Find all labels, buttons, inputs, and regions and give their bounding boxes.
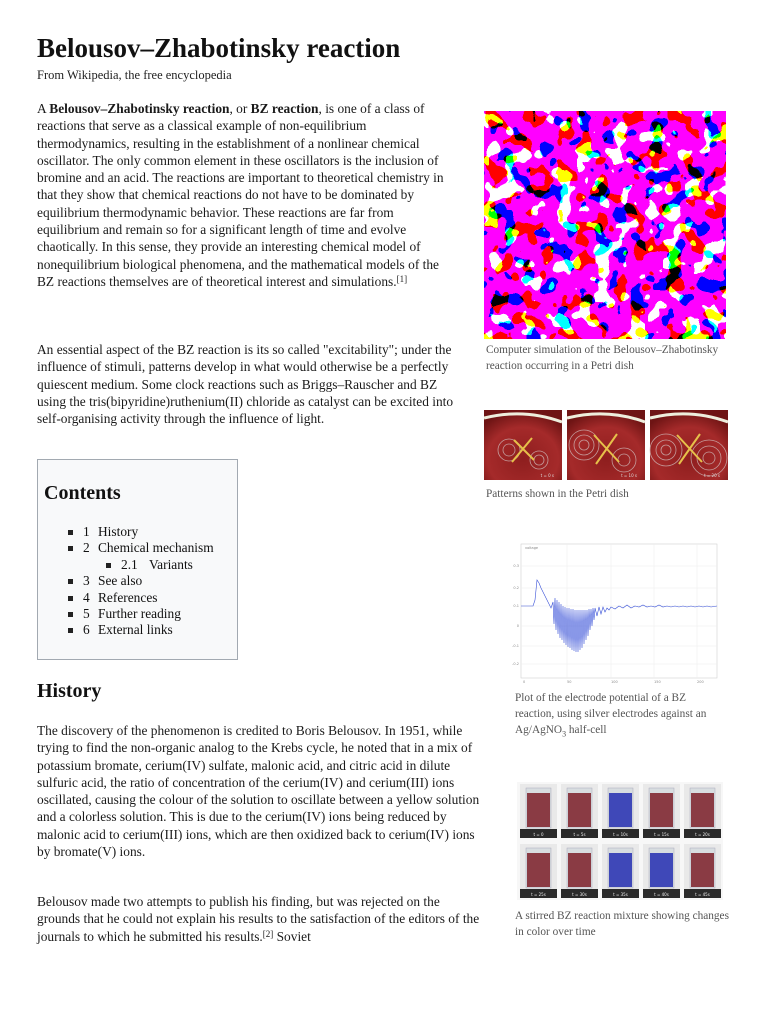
petri-label-1: t = 0 s	[540, 473, 554, 478]
plot-x-tick: 100	[611, 680, 618, 684]
citation-1-link[interactable]: [1]	[396, 273, 408, 284]
beaker-time-label: t = 25s	[531, 892, 546, 897]
electrode-potential-plot[interactable]	[511, 540, 727, 685]
beaker-liquid	[527, 793, 550, 827]
plot-x-tick: 0	[523, 680, 526, 684]
plot-x-tick: 200	[697, 680, 704, 684]
section-heading-history: History	[37, 680, 102, 702]
beaker-time-label: t = 15s	[654, 832, 669, 837]
plot-caption-text: Plot of the electrode potential of a BZ reaction, using silver electrodes against an Ag/AgNO	[515, 692, 707, 736]
beaker-svg	[517, 782, 723, 900]
term-bz-reaction: BZ reaction	[250, 101, 319, 116]
beaker-time-label: t = 0	[533, 832, 544, 837]
intro-paragraph-1	[37, 100, 457, 290]
beaker-liquid	[650, 853, 673, 887]
petri-dish-3	[650, 410, 728, 480]
beaker-caption: A stirred BZ reaction mixture showing changes in color over time	[515, 910, 729, 938]
beaker-row-1	[520, 784, 721, 838]
beaker-liquid	[568, 793, 591, 827]
beaker-liquid	[568, 853, 591, 887]
beaker-liquid	[650, 793, 673, 827]
beaker-time-label: t = 35s	[613, 892, 628, 897]
petri-dish-2	[567, 410, 645, 480]
beaker-liquid	[691, 853, 714, 887]
plot-caption	[515, 690, 727, 742]
beaker-time-label: t = 10s	[613, 832, 628, 837]
term-bz-reaction-full: Belousov–Zhabotinsky reaction	[49, 101, 230, 116]
plot-x-tick: 50	[567, 680, 572, 684]
petri-label-2: t = 10 s	[621, 473, 637, 478]
beaker-time-label: t = 45s	[695, 892, 710, 897]
petri-label-3: t = 20 s	[704, 473, 720, 478]
beaker-time-label: t = 30s	[572, 892, 587, 897]
simulation-pattern	[484, 111, 726, 339]
plot-x-tick: 150	[654, 680, 661, 684]
plot-svg	[511, 540, 727, 685]
citation-2-link[interactable]: [2]	[262, 928, 274, 939]
plot-y-tick: -0.2	[512, 662, 519, 666]
toc-title: Contents	[44, 482, 121, 504]
intro-text: , is one of a class of reactions that serve as a classical example of non-equilibrium thermodynamics, resulting in the establishment of a nonlinear chemical oscillator. The only common element in these oscillators is the inclusion of bromine and an acid. The reactions are important to theoretical chemistry in that they show that chemical reactions do not have to be dominated by equilibrium thermodynamic behavior. These reactions are far from equilibrium and remain so for a significant length of time and evolve chaotically. In this sense, they provide an interesting chemical model of nonequilibrium biological phenomena, and the mathematical models of the BZ reactions themselves are of theoretical interest and simulations.	[37, 101, 444, 289]
intro-text: A	[37, 101, 50, 116]
petri-dish-1	[484, 410, 562, 480]
petri-caption: Patterns shown in the Petri dish	[486, 488, 629, 500]
beaker-row-2	[520, 844, 721, 898]
simulation-image[interactable]	[484, 111, 726, 339]
beaker-time-label: t = 20s	[695, 832, 710, 837]
plot-y-tick: 0.1	[513, 604, 519, 608]
history-paragraph-1	[37, 722, 485, 860]
table-of-contents: Contents 1 History 2 Chemical mechanism 2.1 Variants 3 See also 4 References 5 Further reading 6 External links	[37, 459, 238, 660]
intro-paragraph-2-text: An essential aspect of the BZ reaction is its so called "excitability"; under the influence of stimuli, patterns develop in what would otherwise be a perfectly quiescent medium. Some clock reactions such as Briggs–Rauscher and BZ using the tris(bipyridine)ruthenium(II) chloride as catalyst can be excited into self-organising activity through the influence of light.	[37, 342, 454, 427]
beaker-liquid	[527, 853, 550, 887]
plot-legend: voltage	[525, 546, 539, 550]
plot-caption-subscript: 3	[562, 729, 567, 739]
beaker-time-label: t = 5s	[573, 832, 586, 837]
history-paragraph-2-text: Belousov made two attempts to publish his finding, but was rejected on the grounds that he could not explain his results to the satisfaction of the editors of the journals to which he submitted his results.	[37, 894, 480, 944]
intro-paragraph-2	[37, 341, 460, 427]
beaker-time-label: t = 40s	[654, 892, 669, 897]
beaker-liquid	[609, 793, 632, 827]
plot-y-tick: 0.3	[513, 564, 519, 568]
history-paragraph-2	[37, 893, 485, 945]
plot-y-tick: 0	[516, 624, 519, 628]
page-subtitle: From Wikipedia, the free encyclopedia	[37, 68, 232, 82]
plot-caption-text-tail: half-cell	[566, 724, 607, 736]
plot-y-tick: -0.1	[512, 644, 519, 648]
beaker-color-sequence[interactable]	[517, 782, 723, 900]
history-paragraph-1-text: The discovery of the phenomenon is credited to Boris Belousov. In 1951, while trying to find the non-organic analog to the Krebs cycle, he noted that in a mix of potassium bromate, cerium(IV) sulfate, malonic acid, and citric acid in dilute sulfuric acid, the ratio of concentration of the cerium(IV) and cerium(III) ions oscillated, causing the colour of the solution to oscillate between a yellow solution and a colorless solution. This is due to the cerium(IV) ions being reduced by malonic acid to cerium(III) ions, which are then oxidized back to cerium(IV) ions by bromate(V) ions.	[37, 723, 480, 860]
history-paragraph-2-tail: Soviet	[273, 928, 311, 944]
plot-y-tick: 0.2	[513, 586, 519, 590]
simulation-caption: Computer simulation of the Belousov–Zhabotinsky reaction occurring in a Petri dish	[486, 344, 719, 372]
beaker-liquid	[609, 853, 632, 887]
page-title: Belousov–Zhabotinsky reaction	[37, 33, 401, 63]
petri-dish-images[interactable]	[484, 410, 728, 480]
petri-dish-svg	[484, 410, 728, 480]
beaker-liquid	[691, 793, 714, 827]
intro-text: , or	[229, 101, 251, 116]
